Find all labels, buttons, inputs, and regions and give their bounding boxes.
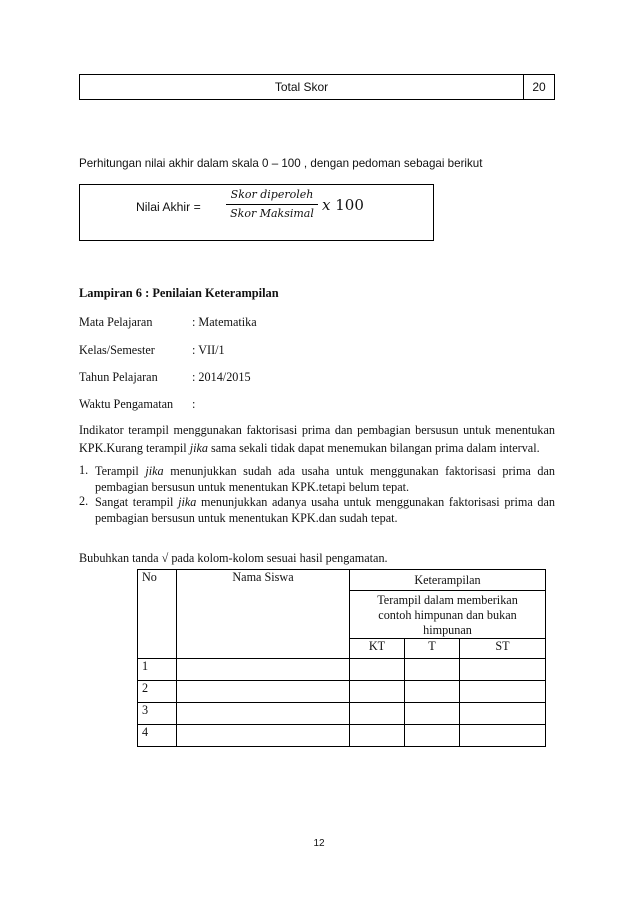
list-item-1	[95, 463, 555, 495]
cell-nama[interactable]	[177, 703, 350, 725]
cell-kt[interactable]	[350, 703, 405, 725]
header-st: ST	[460, 639, 546, 659]
instruction-text: Bubuhkan tanda √ pada kolom-kolom sesuai hasil pengamatan.	[79, 551, 388, 565]
list-item-2-italic: jika	[178, 495, 197, 509]
cell-nama[interactable]	[177, 681, 350, 703]
header-keterampilan: Keterampilan	[350, 570, 546, 591]
formula-hundred: 100	[335, 196, 364, 214]
cell-nama[interactable]	[177, 725, 350, 747]
list-number-1: 1.	[79, 463, 89, 477]
formula-multiplier	[322, 196, 364, 214]
meta-value-tahun: : 2014/2015	[192, 370, 251, 384]
meta-value-waktu: :	[192, 397, 196, 411]
cell-st[interactable]	[460, 659, 546, 681]
cell-kt[interactable]	[350, 659, 405, 681]
cell-kt[interactable]	[350, 681, 405, 703]
formula-numerator: Skor diperoleh	[230, 188, 314, 201]
score-table	[137, 569, 546, 747]
total-skor-value: 20	[532, 80, 546, 94]
cell-t[interactable]	[405, 725, 460, 747]
formula-x: x	[322, 196, 331, 214]
list-item-2-post: menunjukkan adanya usaha untuk menggunakan faktorisasi prima dan pembagian bersusun untuk menentukan KPK.dan sudah tepat.	[95, 495, 555, 525]
indikator-italic: jika	[189, 441, 208, 455]
page-number: 12	[313, 838, 325, 849]
header-sub-keterampilan: Terampil dalam memberikan contoh himpunan dan bukan himpunan	[350, 591, 546, 639]
cell-t[interactable]	[405, 703, 460, 725]
header-t: T	[405, 639, 460, 659]
cell-st[interactable]	[460, 681, 546, 703]
cell-st[interactable]	[460, 725, 546, 747]
header-nama-siswa: Nama Siswa	[177, 570, 350, 659]
header-no: No	[138, 570, 177, 659]
section-heading: Lampiran 6 : Penilaian Keterampilan	[79, 286, 279, 300]
list-item-2-pre: Sangat terampil	[95, 495, 179, 509]
row-number: 4	[138, 725, 177, 747]
perhitungan-text: Perhitungan nilai akhir dalam skala 0 – 100 , dengan pedoman sebagai berikut	[79, 157, 483, 170]
indikator-paragraph	[79, 421, 555, 457]
cell-t[interactable]	[405, 659, 460, 681]
meta-key-waktu: Waktu Pengamatan	[79, 397, 174, 411]
meta-value-mata-pelajaran: : Matematika	[192, 315, 257, 329]
meta-key-tahun: Tahun Pelajaran	[79, 370, 158, 384]
meta-value-kelas: : VII/1	[192, 343, 225, 357]
total-skor-label: Total Skor	[80, 75, 524, 99]
cell-kt[interactable]	[350, 725, 405, 747]
cell-st[interactable]	[460, 703, 546, 725]
list-number-2: 2.	[79, 494, 89, 508]
row-number: 1	[138, 659, 177, 681]
indikator-text-1: Indikator terampil menggunakan faktorisasi prima dan pembagian bersusun untuk menentukan KPK.Kurang terampil	[79, 423, 555, 455]
header-kt: KT	[350, 639, 405, 659]
list-item-1-post: menunjukkan sudah ada usaha untuk menggunakan faktorisasi prima dan pembagian bersusun untuk menentukan KPK.tetapi belum tepat.	[95, 464, 555, 494]
list-item-1-pre: Terampil	[95, 464, 146, 478]
formula-denominator: Skor Maksimal	[230, 207, 314, 220]
fraction-line	[226, 204, 318, 205]
formula-label: Nilai Akhir =	[136, 200, 201, 214]
meta-key-mata-pelajaran: Mata Pelajaran	[79, 315, 153, 329]
total-skor-table	[79, 74, 555, 100]
row-number: 2	[138, 681, 177, 703]
indikator-text-2: sama sekali tidak dapat menemukan bilangan prima dalam interval.	[207, 441, 540, 455]
list-item-2	[95, 494, 555, 526]
cell-t[interactable]	[405, 681, 460, 703]
meta-key-kelas: Kelas/Semester	[79, 343, 155, 357]
row-number: 3	[138, 703, 177, 725]
list-item-1-italic: jika	[145, 464, 164, 478]
cell-nama[interactable]	[177, 659, 350, 681]
